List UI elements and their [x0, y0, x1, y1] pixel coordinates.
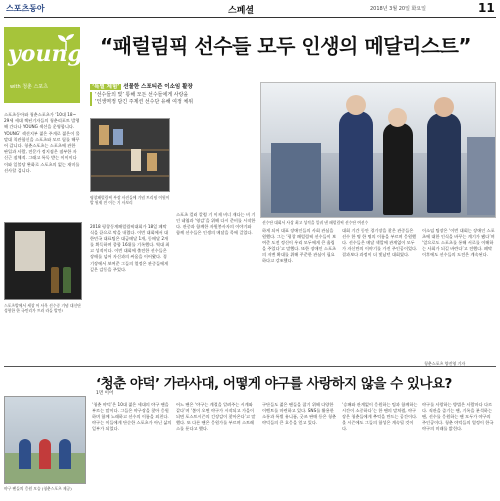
young-section-badge — [4, 27, 83, 103]
athletes-photo — [260, 82, 496, 218]
baseball-fans-photo — [4, 396, 86, 484]
baseball-column-4: ‘승패와 관계없이 응원하는 팀과 함께하는 시간이 소중하다’는 한 팬의 말처럼, 야구장은 청춘들에게 추억을 만드는 공간이다. 올 시즌에도 그들의 함성은 계속될 것이다. — [342, 402, 418, 432]
article-kicker-box — [90, 82, 255, 106]
article-column-1: 2018 평창동계패럴림픽대회가 18일 폐막식을 끝으로 막을 내렸다. 이번 대회에서 대한민국 대표팀은 대금메달 1개, 동메달 2개를 획득하며 종합 16위를 기록했다. 역대 최고 성적이다. 이번 대회에 출전한 선수들은 장애를 넘어 자신과의 싸움을 이어왔다. 경기장에서 보여준 그들의 열정은 관중들에게 깊은 감동을 주었다. — [90, 224, 170, 272]
masthead — [0, 0, 500, 18]
baseball-column-3: 구단들도 젊은 팬들을 잡기 위해 다양한 이벤트를 마련하고 있다. SNS를 활용한 소통과 특별 유니폼, 굿즈 판매 등은 청춘 야덕들의 큰 호응을 얻고 있다. — [262, 402, 337, 426]
kicker-tag: ‘특별 체험’ — [92, 84, 120, 90]
kicker-text: 선물한 스포티즌 이소임 활장 — [123, 84, 193, 90]
issue-date: 2018년 3월 20일 화요일 — [370, 6, 427, 12]
baseball-column-5: 야구를 사랑하는 방법은 사람마다 다르다. 직관을 즐기는 팬, 기록을 분석하는 팬, 선수를 응원하는 팬 모두가 야구의 주인공이다. 청춘 야덕들의 열정이 한국 야구의 미래를 밝힌다. — [422, 402, 494, 432]
memorabilia-caption: 평창패럴림픽 부장 사진들에 기념 트리핑 이원이 발 원제 전 이는 기 사보리 — [90, 195, 170, 205]
baseball-column-2: 어느 팬은 ‘야구는 계절을 알려주는 시계와 같다’며 ‘봄이 오면 야구가 시작되고 가을이 되면 포스트시즌의 긴장감이 찾아온다’고 말했다. 또 다른 팬은 응원가를 부르며 스트레스를 푼다고 했다. — [176, 402, 256, 432]
article-column-5: 이소임 팀장은 ‘이번 대회는 장애인 스포츠에 대한 인식을 바꾸는 계기가 됐다’며 ‘앞으로도 스포츠를 통해 서로를 이해하는 사회가 되길 바란다’고 전했다. 폐막 이후에도 선수들의 도전은 계속된다. — [422, 228, 495, 258]
athletes-photo-caption: 선수단 대회서 사상 최고 성적을 일궈 낸 패럴림픽 선수단 여선수 — [262, 220, 369, 225]
baseball-continued-label: 1면 이어 — [96, 391, 114, 396]
article-subheadline: ‘선수들의 빛’ 통해 모든 선수들에게 사랑을 ‘인생역정 담긴 주제션 선수단 유해 여정 체위 — [90, 92, 255, 106]
baseball-headline: ‘청춘 야덕’ 가라사대, 어떻게 야구를 사랑하지 않을 수 있나요? — [96, 376, 452, 392]
intro-text: 스포츠동아와 청춘스포츠가 ‘10대 18~ 29세 세대 젝된기자들의 청춘리포트 발행 해 간다나 YOUNG 섹션을 운영합니다. YOUNG’ 섹션지부 젊은 주게로 젊은이 물말대 칙관합신을 스포츠와 모르 릴를 해꾸어 갑니다. 청춘스포츠는 스포츠에 관한 판입과 사람, 전문가 정지점은 점부한 자신근 점체적. 그래고 특독 받는 이이이다이와 일불당 완화로 스포츠의 없는 재미를 선사할 겁니다. — [4, 112, 80, 173]
display-case-photo — [4, 222, 82, 300]
article-column-4: 대회 기간 동안 경기장을 찾은 관중들은 선수 한 명 한 명의 이름을 부르며 응원했다. 선수들은 메달 색깔에 관계없이 모두가 자신만의 이야기를 가진 주인공이었다. 결과보다 과정이 더 빛났던 대회였다. — [342, 228, 418, 258]
masthead-rule — [4, 17, 496, 18]
young-with-label: with 청춘 스포츠 — [10, 84, 48, 90]
section-divider — [4, 366, 496, 367]
article-byline: 청춘스포츠 양진영 기자 — [424, 361, 466, 366]
article-kicker — [90, 82, 255, 90]
page-number: 11 — [478, 1, 495, 15]
article-column-2: 스포츠 컬러 칼럼 기 이제 비너 재다는 비 기인 네엽과 ‘영감’을 위해 다시 준비를 시작한다. 관중과 함께한 자원봉사자의 이야기와 함께 선수들은 인생의 메달을 목에 걸었다. — [176, 212, 256, 236]
newspaper-logo: 스포츠동아 — [6, 3, 45, 13]
memorabilia-photo — [90, 118, 170, 192]
baseball-column-1: ‘청춘 야덕’은 10대 젊은 세대의 야구 팬을 부르는 말이다. 그들은 야구장을 찾아 응원하며 함께 노래하고 선수의 이름을 외친다. 야구는 이들에게 단순한 스포츠가 아닌 삶의 일부가 되었다. — [92, 402, 172, 432]
baseball-photo-caption: 야구 팬들의 응원 모습 (청춘스포츠 제공) — [4, 486, 72, 491]
article-column-3: 하게 되어 대표 장애인들의 사회 관심을 원했다. 그는 ‘평창 패럴림픽 선수들이 보여준 도전 정신이 우리 모두에게 큰 울림을 주었다’고 말했다. 또한 장애인 스포츠의 저변 확대를 위해 꾸준한 관심이 필요하다고 강조했다. — [262, 228, 337, 264]
display-case-caption: 스포츠발에서 세창 어 사옥 선수중 기념 대신단 성형한 한 국민리가 트러 라들 발언! — [4, 303, 81, 313]
young-logo-text: young — [8, 41, 83, 67]
section-title: 스페셜 — [228, 6, 255, 16]
page-headline: “패럴림픽 선수들 모두 인생의 메달리스트” — [100, 34, 472, 58]
